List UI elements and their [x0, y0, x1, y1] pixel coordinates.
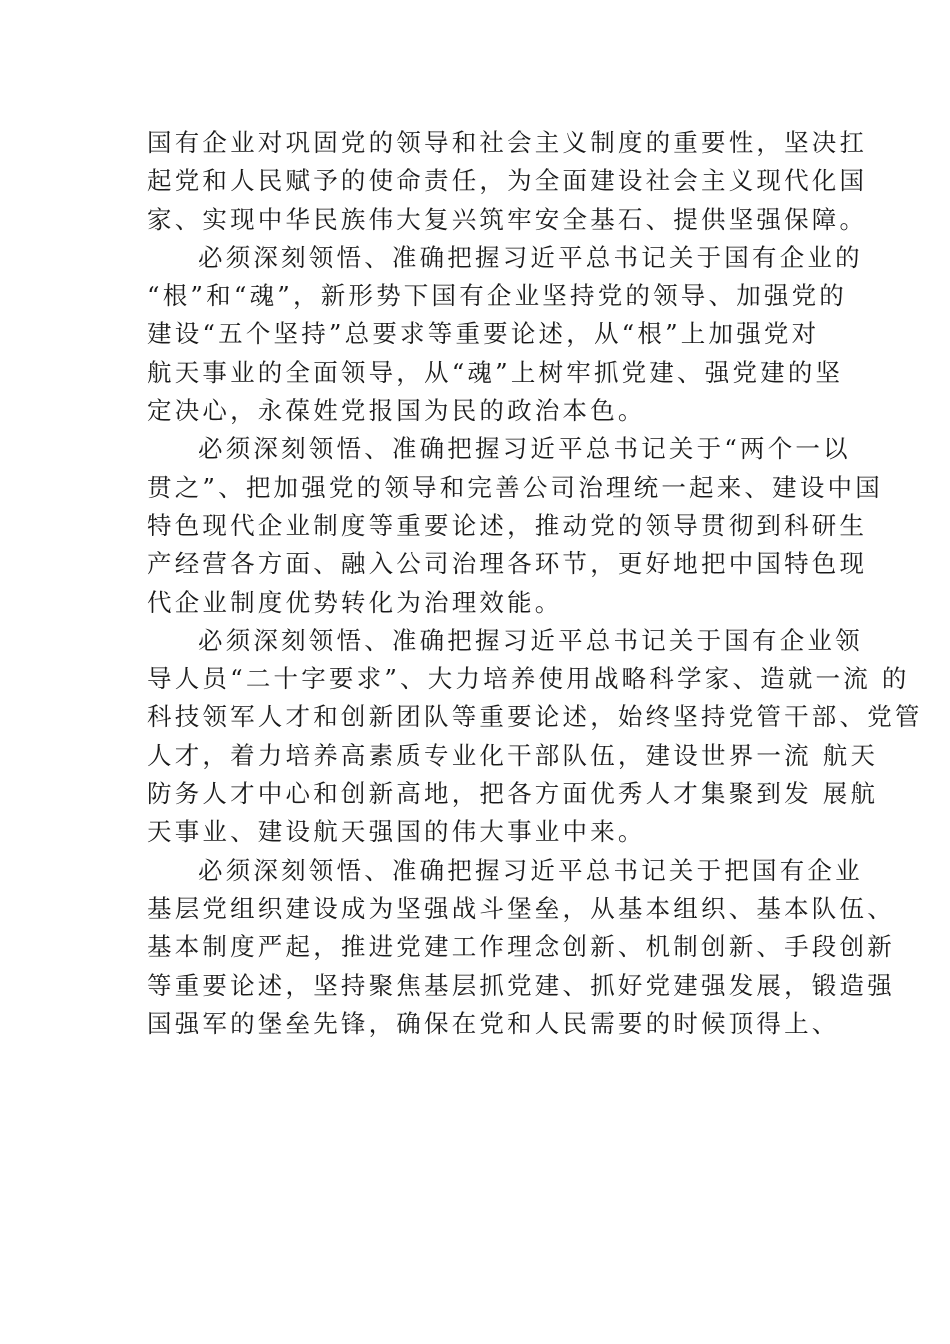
text-line: 基层党组织建设成为坚强战斗堡垒，从基本组织、基本队伍、	[147, 893, 895, 923]
text-line: 科技领军人才和创新团队等重要论述，始终坚持党管干部、党管	[147, 702, 923, 732]
text-line: 国有企业对巩固党的领导和社会主义制度的重要性，坚决扛	[147, 128, 868, 157]
text-line: 定决心，永葆姓党报国为民的政治本色。	[147, 396, 646, 426]
text-line: 起党和人民赋予的使命责任，为全面建设社会主义现代化国	[147, 166, 868, 196]
text-line: “根”和“魂”，新形势下国有企业坚持党的领导、加强党的	[147, 281, 847, 311]
paragraph-talent	[147, 622, 923, 852]
text-line: 贯之”、把加强党的领导和完善公司治理统一起来、建设中国	[147, 472, 883, 502]
document-body	[147, 124, 923, 1043]
text-line: 家、实现中华民族伟大复兴筑牢安全基石、提供坚强保障。	[147, 204, 868, 234]
paragraph-two-consistencies	[147, 430, 883, 621]
text-line: 建设“五个坚持”总要求等重要论述，从“根”上加强党对	[147, 319, 820, 349]
text-line: 基本制度严起，推进党建工作理念创新、机制创新、手段创新	[147, 932, 895, 962]
text-line: 必须深刻领悟、准确把握习近平总书记关于国有企业领	[198, 625, 863, 655]
text-line: 航天事业的全面领导，从“魂”上树牢抓党建、强党建的坚	[147, 357, 844, 387]
text-line: 国强军的堡垒先锋，确保在党和人民需要的时候顶得上、	[147, 1008, 840, 1038]
text-line: 特色现代企业制度等重要论述，推动党的领导贯彻到科研生	[147, 510, 868, 540]
paragraph-grassroots	[147, 852, 895, 1043]
text-line: 必须深刻领悟、准确把握习近平总书记关于国有企业的	[198, 242, 863, 272]
paragraph-continuation	[147, 124, 868, 239]
text-line: 人才，着力培养高素质专业化干部队伍，建设世界一流 航天	[147, 740, 879, 770]
text-line: 防务人才中心和创新高地，把各方面优秀人才集聚到发 展航	[147, 779, 879, 809]
text-line: 产经营各方面、融入公司治理各环节，更好地把中国特色现	[147, 549, 868, 579]
text-line: 天事业、建设航天强国的伟大事业中来。	[147, 817, 646, 847]
text-line: 必须深刻领悟、准确把握习近平总书记关于“两个一以	[198, 434, 851, 464]
text-line: 代企业制度优势转化为治理效能。	[147, 587, 563, 617]
text-line: 必须深刻领悟、准确把握习近平总书记关于把国有企业	[198, 855, 863, 885]
paragraph-gen-and-hun	[147, 239, 863, 430]
text-line: 导人员“二十字要求”、大力培养使用战略科学家、造就一流 的	[147, 664, 910, 694]
text-line: 等重要论述，坚持聚焦基层抓党建、抓好党建强发展，锻造强	[147, 970, 895, 1000]
